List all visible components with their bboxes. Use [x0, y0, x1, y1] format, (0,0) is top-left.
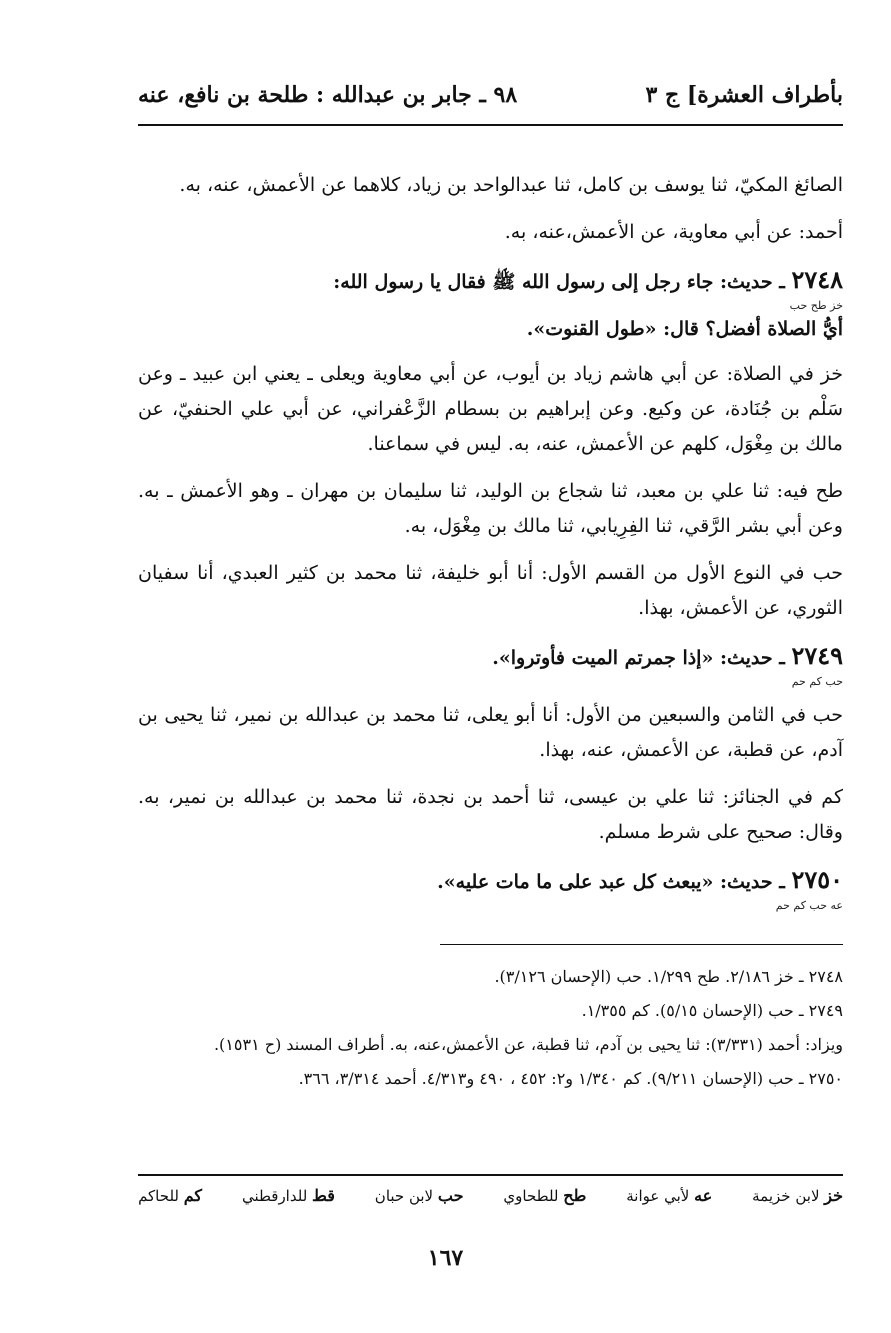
header-divider: [138, 124, 843, 126]
footnote: ٢٧٥٠ ـ حب (الإحسان ٩/٢١١). كم ١/٣٤٠ و٢: ٤٥٢ ، ٤٩٠ و٤/٣١٣. أحمد ٣/٣١٤، ٣٦٦.: [298, 1069, 843, 1088]
hadith-sigla: خز طح حب: [789, 299, 843, 312]
paragraph: الصائغ المكيّ، ثنا يوسف بن كامل، ثنا عبدالواحد بن زياد، كلاهما عن الأعمش، عنه، به.: [179, 174, 843, 196]
legend-name: لابن خزيمة: [752, 1187, 820, 1205]
legend-item: [503, 1186, 586, 1205]
header-book-title: بأطراف العشرة] ج ٣: [645, 82, 843, 108]
hadith-2749: [138, 638, 843, 688]
footnote: ويزاد: أحمد (٣/٣٣١): ثنا يحيى بن آدم، ثنا قطبة، عن الأعمش،عنه، به. أطراف المسند (ح ١٥٣١).: [213, 1035, 843, 1054]
hadith-text: ـ حديث: «يبعث كل عبد على ما مات عليه».: [437, 871, 792, 893]
page-number: ١٦٧: [427, 1245, 464, 1271]
footnote-divider: [440, 944, 843, 945]
footnote: ٢٧٤٩ ـ حب (الإحسان ٥/١٥). كم ١/٣٥٥.: [581, 1001, 843, 1020]
main-text: [138, 168, 843, 922]
legend-item: [138, 1186, 202, 1205]
legend-name: للدارقطني: [241, 1187, 308, 1205]
legend-code: خز: [824, 1186, 843, 1205]
legend-item: [242, 1186, 335, 1205]
hadith-number: ٢٧٤٨: [791, 265, 843, 294]
legend-code: حب: [437, 1186, 464, 1205]
legend-code: طح: [563, 1186, 587, 1205]
legend-code: كم: [183, 1186, 203, 1205]
paragraph: خز في الصلاة: عن أبي هاشم زياد بن أيوب، عن أبي معاوية ويعلى ـ يعني ابن عبيد ـ وعن سَلْم بن جُنَادة، عن وكيع. وعن إبراهيم بن بسطام الزَّعْفراني، عن أبي علي الحنفيّ، عن مالك بن مِغْوَل، كلهم عن الأعمش، عنه، به. ليس في سماعنا.: [138, 363, 843, 455]
hadith-2750: [138, 862, 843, 912]
hadith-number: ٢٧٥٠: [791, 865, 843, 894]
legend-item: [752, 1186, 843, 1205]
legend-divider: [138, 1174, 843, 1176]
hadith-number: ٢٧٤٩: [791, 641, 843, 670]
hadith-text-cont: أيُّ الصلاة أفضل؟ قال: «طول القنوت».: [526, 318, 843, 340]
header-section-title: ٩٨ ـ جابر بن عبدالله : طلحة بن نافع، عنه: [138, 82, 518, 108]
paragraph: كم في الجنائز: ثنا علي بن عيسى، ثنا أحمد بن نجدة، ثنا محمد بن عبدالله بن نمير، به. وقال: صحيح على شرط مسلم.: [138, 786, 843, 843]
paragraph: طح فيه: ثنا علي بن معبد، ثنا شجاع بن الوليد، ثنا سليمان بن مهران ـ وهو الأعمش ـ به. وعن أبي بشر الرَّقي، ثنا الفِرِيابي، ثنا مالك بن مِغْوَل، به.: [138, 480, 843, 537]
footnotes: [138, 962, 843, 1098]
legend-code: قط: [312, 1186, 335, 1205]
paragraph: حب في الثامن والسبعين من الأول: أنا أبو يعلى، ثنا محمد بن عبدالله بن نمير، ثنا يحيى بن آدم، عن قطبة، عن الأعمش، عنه، بهذا.: [138, 704, 843, 761]
hadith-2748: [138, 262, 843, 347]
hadith-sigla: حب كم حم: [791, 675, 843, 688]
legend-name: للطحاوي: [503, 1187, 559, 1205]
legend-name: لابن حبان: [374, 1187, 434, 1205]
abbreviation-legend: [138, 1186, 843, 1205]
legend-code: عه: [694, 1186, 713, 1205]
paragraph: حب في النوع الأول من القسم الأول: أنا أبو خليفة، ثنا محمد بن كثير العبدي، أنا سفيان الثوري، عن الأعمش، بهذا.: [138, 562, 843, 619]
legend-name: لأبي عوانة: [626, 1187, 690, 1205]
legend-name: للحاكم: [138, 1187, 179, 1205]
paragraph: أحمد: عن أبي معاوية، عن الأعمش،عنه، به.: [504, 221, 843, 243]
hadith-sigla: عه حب كم حم: [775, 899, 843, 912]
running-header: [138, 82, 843, 122]
legend-item: [375, 1186, 464, 1205]
hadith-text: ـ حديث: «إذا جمرتم الميت فأوتروا».: [492, 647, 792, 669]
footnote: ٢٧٤٨ ـ خز ٢/١٨٦. طح ١/٢٩٩. حب (الإحسان ٣/١٢٦).: [494, 967, 843, 986]
hadith-text: ـ حديث: جاء رجل إلى رسول الله ﷺ فقال يا رسول الله:: [333, 271, 792, 293]
legend-item: [626, 1186, 712, 1205]
